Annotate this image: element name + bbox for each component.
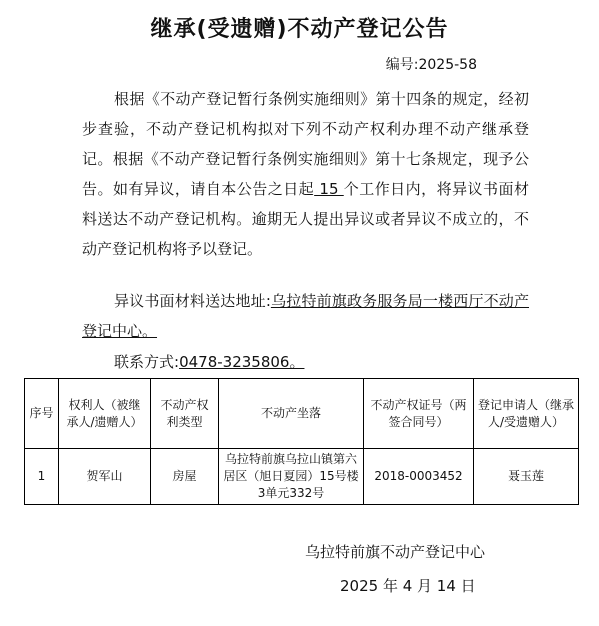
issuing-organization: 乌拉特前旗不动产登记中心 — [305, 543, 486, 561]
cell-certificate-number: 2018-0003452 — [364, 449, 474, 505]
paragraph-text-before-days: 根据《不动产登记暂行条例实施细则》第十四条的规定，经初步查验，不动产登记机构拟对下列不动产权利办理不动产继承登记。根据《不动产登记暂行条例实施细则》第十七条规定，现予公告。如有异议，请自本公告之日起 — [82, 90, 529, 198]
cell-right-type: 房屋 — [151, 449, 219, 505]
contact-paragraph — [82, 347, 529, 377]
table-row — [25, 449, 579, 505]
header-applicant: 登记申请人（继承人/受遗赠人） — [474, 379, 579, 449]
address-paragraph — [82, 286, 529, 346]
header-right-type: 不动产权利类型 — [151, 379, 219, 449]
header-location: 不动产坐落 — [219, 379, 364, 449]
property-table — [24, 378, 579, 505]
issue-date: 2025 年 4 月 14 日 — [340, 577, 476, 595]
header-right-holder: 权利人（被继承人/遗赠人） — [59, 379, 151, 449]
notice-title: 继承(受遗赠)不动产登记公告 — [150, 17, 449, 42]
cell-serial: 1 — [25, 449, 59, 505]
address-value: 乌拉特前旗政务服务局一楼西厅不动产登记中心。 — [82, 292, 529, 340]
objection-days: 15 — [314, 180, 344, 198]
notice-body-paragraph — [82, 84, 529, 264]
header-serial: 序号 — [25, 379, 59, 449]
cell-location: 乌拉特前旗乌拉山镇第六居区（旭日夏园）15号楼3单元332号 — [219, 449, 364, 505]
contact-label: 联系方式: — [114, 353, 180, 371]
cell-right-holder: 贺军山 — [59, 449, 151, 505]
table-header-row — [25, 379, 579, 449]
contact-value: 0478-3235806。 — [179, 353, 305, 371]
paragraph-text-after-days: 个工作日内，将异议书面材料送达不动产登记机构。逾期无人提出异议或者异议不成立的，不动产登记机构将予以登记。 — [82, 180, 529, 258]
address-label: 异议书面材料送达地址: — [114, 292, 271, 310]
document-number: 编号:2025-58 — [385, 57, 477, 73]
header-certificate-number: 不动产权证号（两签合同号） — [364, 379, 474, 449]
cell-applicant: 聂玉莲 — [474, 449, 579, 505]
